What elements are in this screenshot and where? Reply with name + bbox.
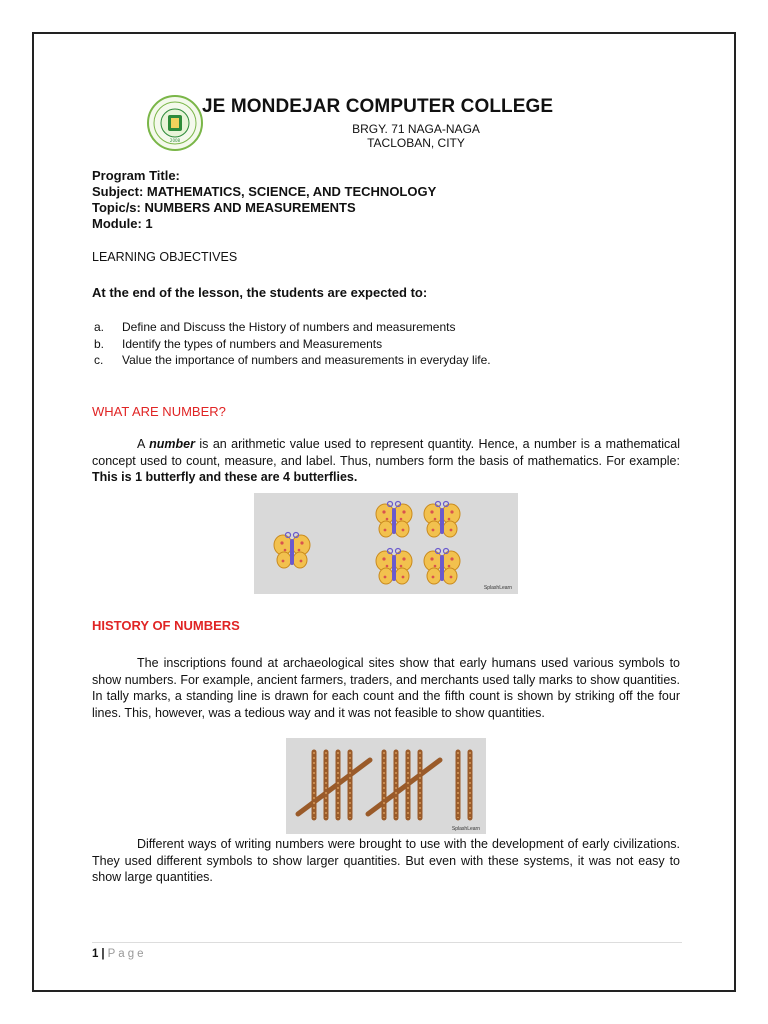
page-number: 1 [92,948,99,960]
list-item-text: Identify the types of numbers and Measurements [122,336,383,351]
tally-marks-illustration [286,738,486,834]
image-credit: SplashLearn [483,585,512,591]
number-definition-paragraph [92,436,680,486]
para-body: is an arithmetic value used to represent quantity. Hence, a number is a mathematical concept used to count, measure, and label. Thus, numbers form the basis of mathematics. For example: [92,437,680,468]
butterfly-icon [424,502,460,538]
history-paragraph-1 [92,655,680,721]
butterfly-icon [424,549,460,585]
butterflies-image [254,493,518,594]
section-heading-what-are-number: WHAT ARE NUMBER? [92,404,226,419]
section-heading-history-of-numbers: HISTORY OF NUMBERS [92,618,240,633]
list-item [92,319,491,336]
list-marker: b. [94,336,105,351]
page-label: Page [107,948,147,960]
topics-line: Topic/s: NUMBERS AND MEASUREMENTS [92,200,356,215]
tally-marks-image [286,738,486,834]
svg-text:2008: 2008 [169,138,181,143]
list-marker: a. [94,320,105,334]
history-paragraph-2-text: Different ways of writing numbers were brought to use with the development of early civilizations. They used different symbols to show larger quantities. But even with these systems, it was not easy to show large quantities. [92,837,680,884]
list-item [92,352,491,369]
module-meta [92,168,436,232]
address-line-1: BRGY. 71 NAGA-NAGA [352,122,480,136]
page-footer [92,948,146,960]
list-marker: c. [94,353,104,367]
history-paragraph-1-text: The inscriptions found at archaeological sites show that early humans used various symbols to show numbers. For example, ancient farmers, traders, and merchants used tally marks to show quantities. In tally marks, a standing line is drawn for each count and the fifth count is shown by striking off the four lines. This, however, was a tedious way and it was not feasible to show quantities. [92,656,680,720]
objectives-intro: At the end of the lesson, the students are expected to: [92,285,428,300]
example-text: This is 1 butterfly and these are 4 butterflies. [92,470,358,484]
footer-separator: | [101,948,105,960]
butterfly-icon [376,502,412,538]
butterfly-icon [376,549,412,585]
document-page [32,32,736,992]
address-line-2: TACLOBAN, CITY [367,136,465,150]
butterfly-illustration [254,493,518,594]
footer-divider [92,942,682,943]
list-item-text: Value the importance of numbers and measurements in everyday life. [122,353,491,367]
butterfly-icon [274,533,310,569]
image-credit: SplashLearn [451,826,480,832]
module-line: Module: 1 [92,216,153,231]
list-item-text: Define and Discuss the History of numbers and measurements [122,320,456,334]
subject-line: Subject: MATHEMATICS, SCIENCE, AND TECHNOLOGY [92,184,437,199]
program-title: Program Title: [92,168,180,183]
history-paragraph-2 [92,836,680,886]
college-name: JE MONDEJAR COMPUTER COLLEGE [202,96,554,117]
list-item [92,336,491,353]
objectives-list [92,319,491,369]
learning-objectives-heading: LEARNING OBJECTIVES [92,250,238,264]
para-lead: A [137,437,150,451]
term-number: number [149,437,195,451]
